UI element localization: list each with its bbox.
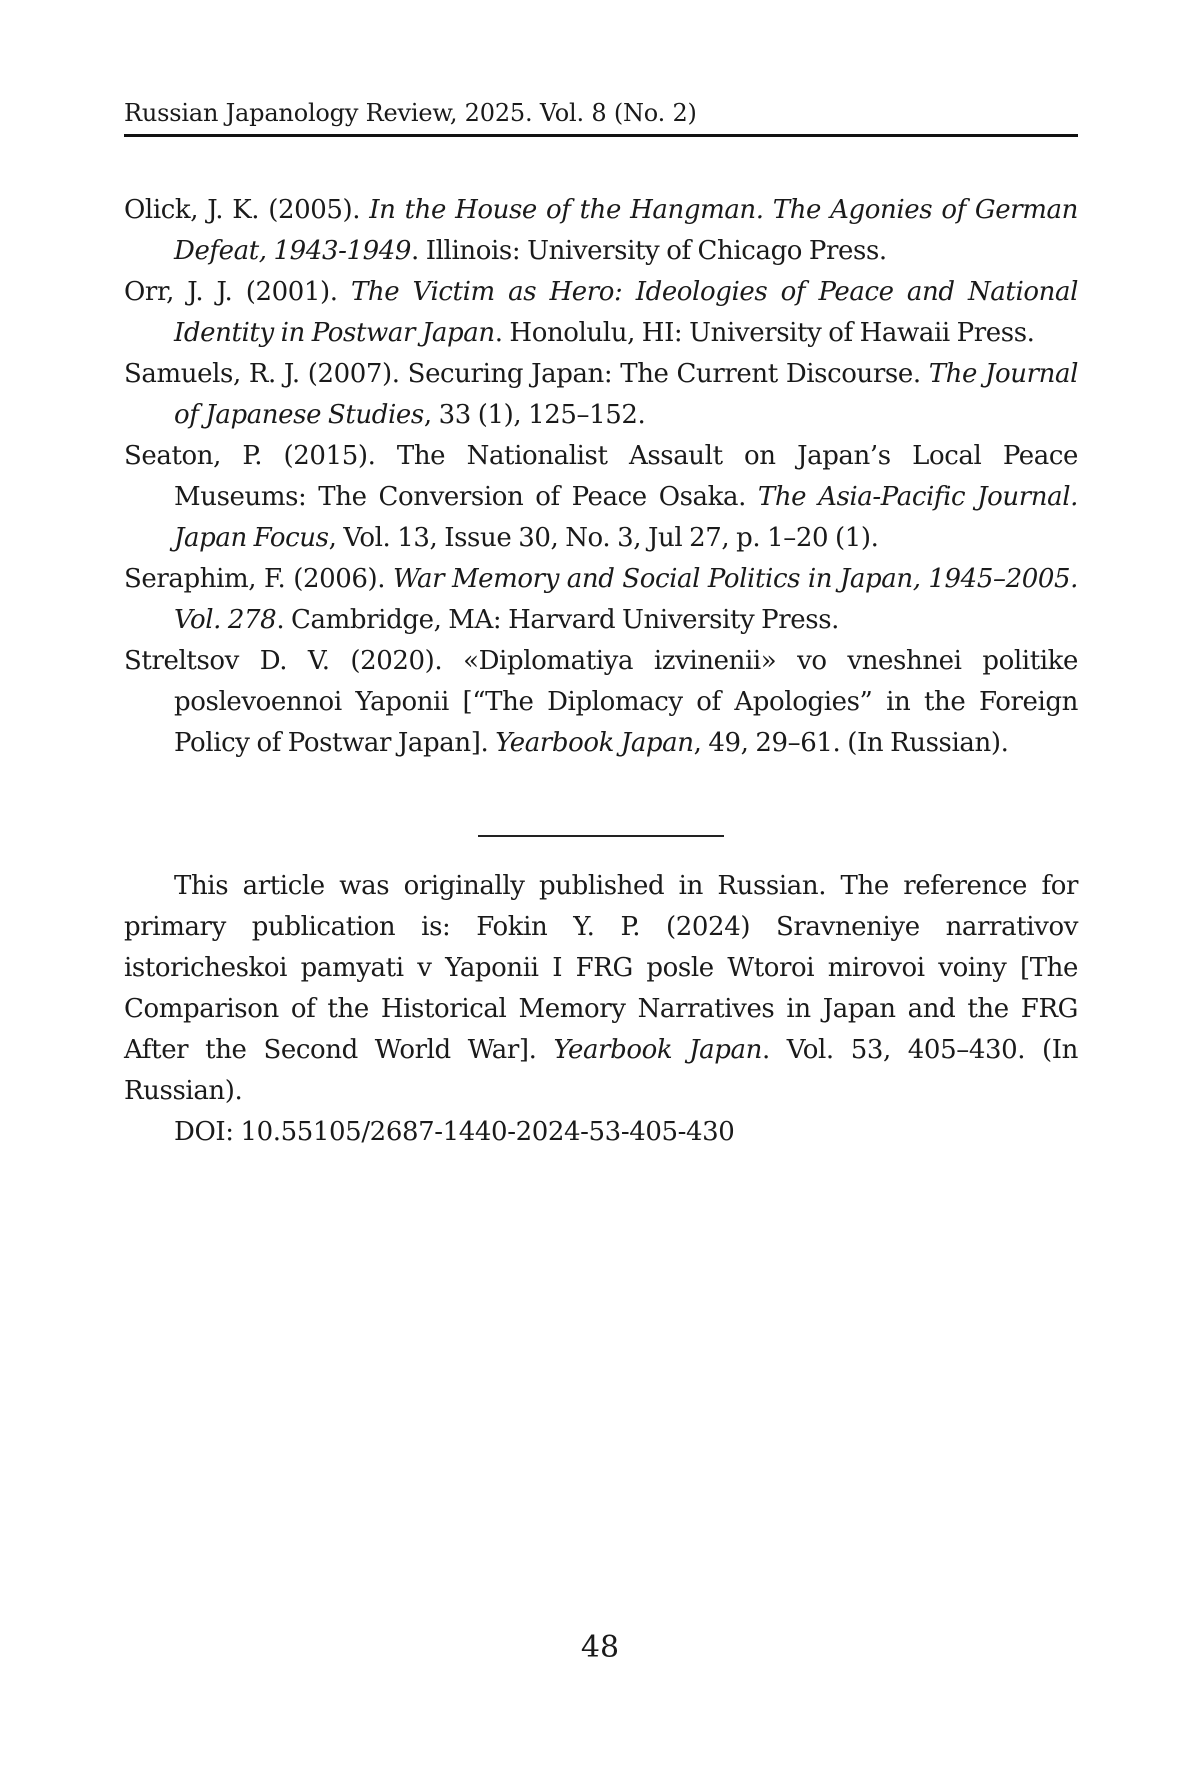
reference-item: Streltsov D. V. (2020). «Diplomatiya izvinenii» vo vneshnei politike poslevoennoi Yaponii [“The Diplomacy of Apologies” in the Foreign Policy of Postwar Japan]. Yearbook Japan, 49, 29–61. (In Russian). [124,646,1078,758]
reference-item: Seaton, P. (2015). The Nationalist Assault on Japan’s Local Peace Museums: The Conversion of Peace Osaka. The Asia-Pacific Journal. Japan Focus, Vol. 13, Issue 30, No. 3, Jul 27, p. 1–20 (1). [124,441,1078,553]
page-number: 48 [580,1630,620,1665]
reference-list [124,190,1078,764]
reference-item: Samuels, R. J. (2007). Securing Japan: The Current Discourse. The Journal of Japanese Studies, 33 (1), 125–152. [124,359,1079,430]
reference-item: Seraphim, F. (2006). War Memory and Social Politics in Japan, 1945–2005. Vol. 278. Cambridge, MA: Harvard University Press. [124,564,1078,635]
doi-line: DOI: 10.55105/2687-1440-2024-53-405-430 [174,1117,735,1147]
section-divider [478,835,724,837]
reference-item: Orr, J. J. (2001). The Victim as Hero: Ideologies of Peace and National Identity in Postwar Japan. Honolulu, HI: University of Hawaii Press. [124,277,1078,348]
reference-item: Olick, J. K. (2005). In the House of the Hangman. The Agonies of German Defeat, 1943-1949. Illinois: University of Chicago Press. [124,195,1079,266]
running-header: Russian Japanology Review, 2025. Vol. 8 (No. 2) [124,96,1078,137]
publication-note [124,866,1078,1153]
note-paragraph: This article was originally published in Russian. The reference for primary publication is: Fokin Y. P. (2024) Sravneniye narrativov istoricheskoi pamyati v Yaponii I FRG posle Wtoroi mirovoi voiny [The Comparison of the Historical Memory Narratives in Japan and the FRG After the Second World War]. Yearbook Japan. Vol. 53, 405–430. (In Russian). [124,871,1078,1106]
